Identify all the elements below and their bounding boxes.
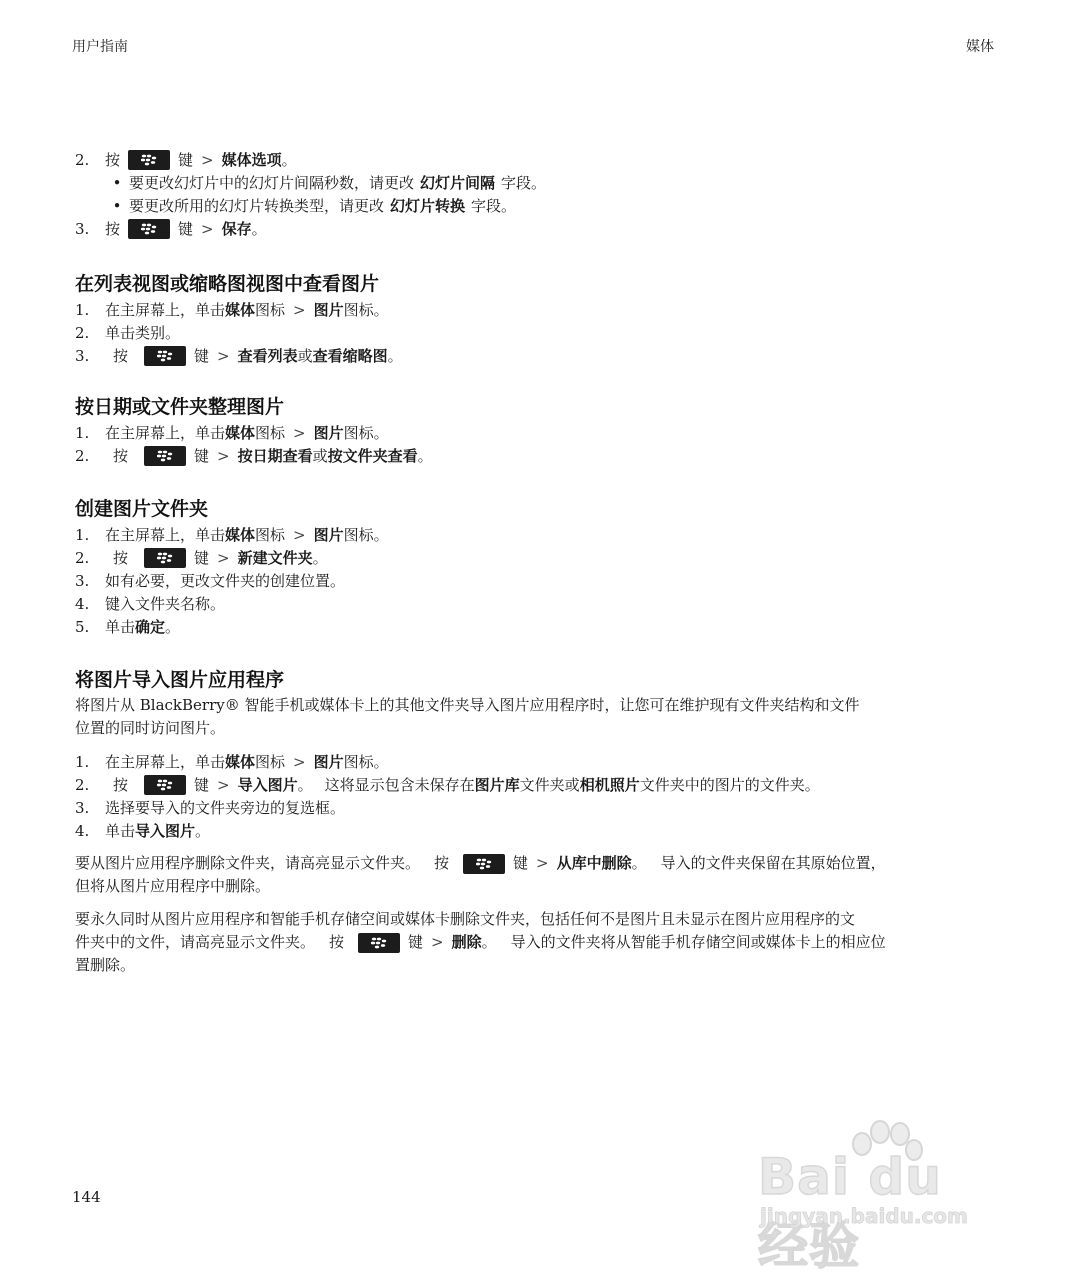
paragraph-remove-folder: 要从图片应用程序删除文件夹，请高亮显示文件夹。 按 键 > 从库中删除 。 导入的文件夹保留在其原始位置， 但将从图片应用程序中删除。	[75, 854, 886, 895]
menu-item-media-options: 媒体选项	[221, 151, 282, 169]
step-4: 4. 键入文件夹名称。	[75, 594, 226, 613]
step-3: 3. 按 键 > 保存 。	[75, 219, 267, 238]
chevron-right-icon: >	[201, 219, 214, 238]
chevron-right-icon: >	[217, 446, 230, 465]
section-intro: 将图片从 BlackBerry® 智能手机或媒体卡上的其他文件夹导入图片应用程序时，让您可在维护现有文件夹结构和文件 位置的同时访问图片。	[75, 696, 860, 737]
paragraph-delete-folder: 要永久同时从图片应用程序和智能手机存储空间或媒体卡删除文件夹，包括任何不是图片且未显示在图片应用程序的文 件夹中的文件，请高亮显示文件夹。 按 键 > 删除 。 导入的文件夹将从智能手机存储空间或媒体卡上的相应位 置删除。	[75, 910, 886, 974]
section-heading: 在列表视图或缩略图视图中查看图片	[75, 273, 380, 295]
blackberry-menu-key-icon	[463, 854, 505, 874]
blackberry-menu-key-icon	[358, 933, 400, 953]
step-1: 1. 在主屏幕上，单击 媒体 图标 > 图片 图标。	[75, 423, 389, 442]
step-1: 1. 在主屏幕上，单击 媒体 图标 > 图片 图标。	[75, 752, 389, 771]
chevron-right-icon: >	[293, 525, 306, 544]
chevron-right-icon: >	[217, 775, 230, 794]
baidu-jingyan-watermark: Bai du 经验 jingyan.baidu.com	[748, 1118, 1010, 1238]
chevron-right-icon: >	[293, 752, 306, 771]
step-1: 1. 在主屏幕上，单击 媒体 图标 > 图片 图标。	[75, 300, 389, 319]
step-2: 2. 按 键 > 媒体选项 。	[75, 150, 297, 169]
step-3: 3. 按 键 > 查看列表 或 查看缩略图 。	[75, 346, 403, 365]
header-section: 媒体	[966, 39, 994, 55]
blackberry-menu-key-icon	[144, 346, 186, 366]
page-number: 144	[72, 1188, 101, 1206]
chevron-right-icon: >	[217, 346, 230, 365]
step-2: 2. 单击类别。	[75, 323, 181, 342]
page-content	[75, 148, 995, 977]
step-2: 2. 按 键 > 按日期查看 或 按文件夹查看 。	[75, 446, 433, 465]
step-5: 5. 单击 确定 。	[75, 617, 181, 636]
chevron-right-icon: >	[431, 933, 444, 951]
chevron-right-icon: >	[536, 854, 549, 872]
blackberry-menu-key-icon	[144, 446, 186, 466]
blackberry-menu-key-icon	[144, 775, 186, 795]
chevron-right-icon: >	[217, 548, 230, 567]
step-3: 3. 选择要导入的文件夹旁边的复选框。	[75, 798, 346, 817]
bullet-item: • 要更改所用的幻灯片转换类型，请更改 幻灯片转换 字段。	[112, 196, 517, 215]
chevron-right-icon: >	[201, 150, 214, 169]
section-heading: 按日期或文件夹整理图片	[75, 396, 285, 418]
chevron-right-icon: >	[293, 300, 306, 319]
bullet-item: • 要更改幻灯片中的幻灯片间隔秒数，请更改 幻灯片间隔 字段。	[112, 173, 547, 192]
header-doc-title: 用户指南	[72, 39, 128, 55]
step-4: 4. 单击 导入图片 。	[75, 821, 211, 840]
section-heading: 将图片导入图片应用程序	[75, 669, 285, 691]
step-1: 1. 在主屏幕上，单击 媒体 图标 > 图片 图标。	[75, 525, 389, 544]
blackberry-menu-key-icon	[144, 548, 186, 568]
step-3: 3. 如有必要，更改文件夹的创建位置。	[75, 571, 346, 590]
step-2: 2. 按 键 > 导入图片 。 这将显示包含未保存在 图片库 文件夹或 相机照片 文件夹中的图片的文件夹。	[75, 775, 820, 794]
blackberry-menu-key-icon	[128, 219, 170, 239]
section-heading: 创建图片文件夹	[75, 498, 209, 520]
chevron-right-icon: >	[293, 423, 306, 442]
blackberry-menu-key-icon	[128, 150, 170, 170]
step-2: 2. 按 键 > 新建文件夹 。	[75, 548, 328, 567]
